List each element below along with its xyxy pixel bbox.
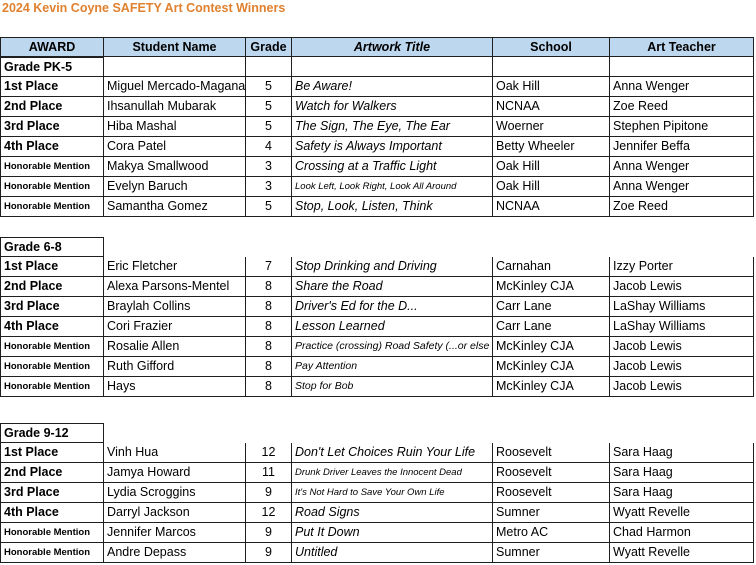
table-row <box>0 97 754 117</box>
student-cell[interactable]: Darryl Jackson <box>104 503 246 522</box>
student-cell[interactable]: Cori Frazier <box>104 317 246 336</box>
empty-cell[interactable] <box>493 57 610 76</box>
award-cell[interactable]: 3rd Place <box>0 483 104 502</box>
teacher-cell[interactable]: Stephen Pipitone <box>610 117 754 136</box>
school-cell[interactable]: Oak Hill <box>493 177 610 196</box>
grade-cell[interactable]: 5 <box>246 117 292 136</box>
grade-cell[interactable]: 9 <box>246 543 292 562</box>
school-cell[interactable]: Carr Lane <box>493 297 610 316</box>
school-cell[interactable]: NCNAA <box>493 97 610 116</box>
school-cell[interactable]: Roosevelt <box>493 483 610 502</box>
section-label[interactable]: Grade 6-8 <box>0 237 104 257</box>
school-cell[interactable]: Roosevelt <box>493 463 610 482</box>
grade-cell[interactable]: 8 <box>246 277 292 296</box>
section-label[interactable]: Grade 9-12 <box>0 423 104 443</box>
table-row <box>0 463 754 483</box>
award-cell[interactable]: Honorable Mention <box>0 177 104 196</box>
table-row <box>0 157 754 177</box>
award-cell[interactable]: 2nd Place <box>0 277 104 296</box>
grade-cell[interactable]: 9 <box>246 483 292 502</box>
student-cell[interactable]: Alexa Parsons-Mentel <box>104 277 246 296</box>
title-cell[interactable]: Untitled <box>292 543 493 562</box>
grade-cell[interactable]: 8 <box>246 317 292 336</box>
student-cell[interactable]: Vinh Hua <box>104 443 246 462</box>
header-school[interactable]: School <box>493 38 610 56</box>
grade-cell[interactable]: 12 <box>246 503 292 522</box>
teacher-cell[interactable]: Anna Wenger <box>610 177 754 196</box>
teacher-cell[interactable]: Jacob Lewis <box>610 377 754 396</box>
title-cell[interactable]: The Sign, The Eye, The Ear <box>292 117 493 136</box>
title-cell[interactable]: Watch for Walkers <box>292 97 493 116</box>
title-cell[interactable]: Be Aware! <box>292 77 493 96</box>
grade-cell[interactable]: 8 <box>246 357 292 376</box>
section-label[interactable]: Grade PK-5 <box>0 57 104 77</box>
school-cell[interactable]: Betty Wheeler <box>493 137 610 156</box>
award-cell[interactable]: Honorable Mention <box>0 157 104 176</box>
award-cell[interactable]: Honorable Mention <box>0 357 104 376</box>
title-cell[interactable]: Road Signs <box>292 503 493 522</box>
header-grade[interactable]: Grade <box>246 38 292 56</box>
teacher-cell[interactable]: Sara Haag <box>610 443 754 462</box>
student-cell[interactable]: Jennifer Marcos <box>104 523 246 542</box>
school-cell[interactable]: Sumner <box>493 543 610 562</box>
grade-cell[interactable]: 5 <box>246 77 292 96</box>
award-cell[interactable]: 2nd Place <box>0 97 104 116</box>
student-cell[interactable]: Ruth Gifford <box>104 357 246 376</box>
table-row <box>0 77 754 97</box>
empty-cell[interactable] <box>246 57 292 76</box>
grade-cell[interactable]: 3 <box>246 177 292 196</box>
student-cell[interactable]: Hays <box>104 377 246 396</box>
header-award[interactable]: AWARD <box>0 38 104 56</box>
header-student-name[interactable]: Student Name <box>104 38 246 56</box>
table-row <box>0 277 754 297</box>
title-cell[interactable]: Lesson Learned <box>292 317 493 336</box>
award-cell[interactable]: 1st Place <box>0 77 104 96</box>
grade-cell[interactable]: 9 <box>246 523 292 542</box>
student-cell[interactable]: Braylah Collins <box>104 297 246 316</box>
award-cell[interactable]: Honorable Mention <box>0 523 104 542</box>
title-cell[interactable]: Share the Road <box>292 277 493 296</box>
grade-cell[interactable]: 4 <box>246 137 292 156</box>
award-cell[interactable]: 1st Place <box>0 443 104 462</box>
title-cell[interactable]: Stop, Look, Listen, Think <box>292 197 493 216</box>
grade-cell[interactable]: 8 <box>246 377 292 396</box>
empty-cell[interactable] <box>104 57 246 76</box>
grade-cell[interactable]: 8 <box>246 297 292 316</box>
award-cell[interactable]: 1st Place <box>0 257 104 276</box>
title-cell[interactable]: Driver's Ed for the D... <box>292 297 493 316</box>
school-cell[interactable]: Woerner <box>493 117 610 136</box>
table-row <box>0 197 754 217</box>
grade-cell[interactable]: 3 <box>246 157 292 176</box>
award-cell[interactable]: 4th Place <box>0 317 104 336</box>
school-cell[interactable]: Oak Hill <box>493 77 610 96</box>
student-cell[interactable]: Hiba Mashal <box>104 117 246 136</box>
student-cell[interactable]: Lydia Scroggins <box>104 483 246 502</box>
table-header <box>0 37 754 57</box>
student-cell[interactable]: Ihsanullah Mubarak <box>104 97 246 116</box>
empty-cell[interactable] <box>292 57 493 76</box>
student-cell[interactable]: Makya Smallwood <box>104 157 246 176</box>
student-cell[interactable]: Samantha Gomez <box>104 197 246 216</box>
school-cell[interactable]: McKinley CJA <box>493 337 610 356</box>
school-cell[interactable]: Roosevelt <box>493 443 610 462</box>
award-cell[interactable]: 4th Place <box>0 503 104 522</box>
table-row <box>0 297 754 317</box>
header-art-teacher[interactable]: Art Teacher <box>610 38 754 56</box>
teacher-cell[interactable]: Jacob Lewis <box>610 357 754 376</box>
table-row <box>0 137 754 157</box>
grade-cell[interactable]: 5 <box>246 197 292 216</box>
title-cell[interactable]: Stop for Bob <box>292 377 493 396</box>
grade-cell[interactable]: 5 <box>246 97 292 116</box>
teacher-cell[interactable]: Jacob Lewis <box>610 277 754 296</box>
school-cell[interactable]: McKinley CJA <box>493 377 610 396</box>
award-cell[interactable]: Honorable Mention <box>0 377 104 396</box>
award-cell[interactable]: Honorable Mention <box>0 197 104 216</box>
school-cell[interactable]: McKinley CJA <box>493 277 610 296</box>
award-cell[interactable]: 2nd Place <box>0 463 104 482</box>
table-row <box>0 317 754 337</box>
teacher-cell[interactable]: LaShay Williams <box>610 297 754 316</box>
grade-cell[interactable]: 8 <box>246 337 292 356</box>
student-cell[interactable]: Eric Fletcher <box>104 257 246 276</box>
teacher-cell[interactable]: Izzy Porter <box>610 257 754 276</box>
title-cell[interactable]: It's Not Hard to Save Your Own Life <box>292 483 493 502</box>
teacher-cell[interactable]: Zoe Reed <box>610 97 754 116</box>
section-row-filler <box>104 57 754 77</box>
title-cell[interactable]: Look Left, Look Right, Look All Around <box>292 177 493 196</box>
table-row <box>0 337 754 357</box>
title-cell[interactable]: Put It Down <box>292 523 493 542</box>
table-row <box>0 483 754 503</box>
school-cell[interactable]: Oak Hill <box>493 157 610 176</box>
title-cell[interactable]: Drunk Driver Leaves the Innocent Dead <box>292 463 493 482</box>
teacher-cell[interactable]: Anna Wenger <box>610 77 754 96</box>
title-cell[interactable]: Don't Let Choices Ruin Your Life <box>292 443 493 462</box>
award-cell[interactable]: 3rd Place <box>0 117 104 136</box>
teacher-cell[interactable]: Chad Harmon <box>610 523 754 542</box>
teacher-cell[interactable]: Jennifer Beffa <box>610 137 754 156</box>
sheet-title: 2024 Kevin Coyne SAFETY Art Contest Winners <box>2 1 286 15</box>
school-cell[interactable]: Carr Lane <box>493 317 610 336</box>
grade-cell[interactable]: 12 <box>246 443 292 462</box>
title-cell[interactable]: Practice (crossing) Road Safety (...or else <box>292 337 493 356</box>
table-row <box>0 117 754 137</box>
student-cell[interactable]: Jamya Howard <box>104 463 246 482</box>
student-cell[interactable]: Cora Patel <box>104 137 246 156</box>
student-cell[interactable]: Andre Depass <box>104 543 246 562</box>
teacher-cell[interactable]: Jacob Lewis <box>610 337 754 356</box>
grade-cell[interactable]: 7 <box>246 257 292 276</box>
grade-cell[interactable]: 11 <box>246 463 292 482</box>
header-artwork-title[interactable]: Artwork Title <box>292 38 493 56</box>
teacher-cell[interactable]: Wyatt Revelle <box>610 543 754 562</box>
award-cell[interactable]: 4th Place <box>0 137 104 156</box>
school-cell[interactable]: Sumner <box>493 503 610 522</box>
school-cell[interactable]: McKinley CJA <box>493 357 610 376</box>
teacher-cell[interactable]: Anna Wenger <box>610 157 754 176</box>
teacher-cell[interactable]: Sara Haag <box>610 483 754 502</box>
table-row <box>0 177 754 197</box>
school-cell[interactable]: Metro AC <box>493 523 610 542</box>
teacher-cell[interactable]: Sara Haag <box>610 463 754 482</box>
table-row <box>0 543 754 563</box>
teacher-cell[interactable]: Wyatt Revelle <box>610 503 754 522</box>
table-row <box>0 357 754 377</box>
student-cell[interactable]: Evelyn Baruch <box>104 177 246 196</box>
table-row <box>0 443 754 463</box>
table-row <box>0 503 754 523</box>
empty-cell[interactable] <box>610 57 754 76</box>
table-row <box>0 257 754 277</box>
student-cell[interactable]: Miguel Mercado-Magana <box>104 77 246 96</box>
title-cell[interactable]: Crossing at a Traffic Light <box>292 157 493 176</box>
school-cell[interactable]: Carnahan <box>493 257 610 276</box>
award-cell[interactable]: 3rd Place <box>0 297 104 316</box>
title-cell[interactable]: Pay Attention <box>292 357 493 376</box>
award-cell[interactable]: Honorable Mention <box>0 543 104 562</box>
teacher-cell[interactable]: LaShay Williams <box>610 317 754 336</box>
school-cell[interactable]: NCNAA <box>493 197 610 216</box>
table-row <box>0 523 754 543</box>
teacher-cell[interactable]: Zoe Reed <box>610 197 754 216</box>
title-cell[interactable]: Stop Drinking and Driving <box>292 257 493 276</box>
student-cell[interactable]: Rosalie Allen <box>104 337 246 356</box>
title-cell[interactable]: Safety is Always Important <box>292 137 493 156</box>
table-row <box>0 377 754 397</box>
award-cell[interactable]: Honorable Mention <box>0 337 104 356</box>
